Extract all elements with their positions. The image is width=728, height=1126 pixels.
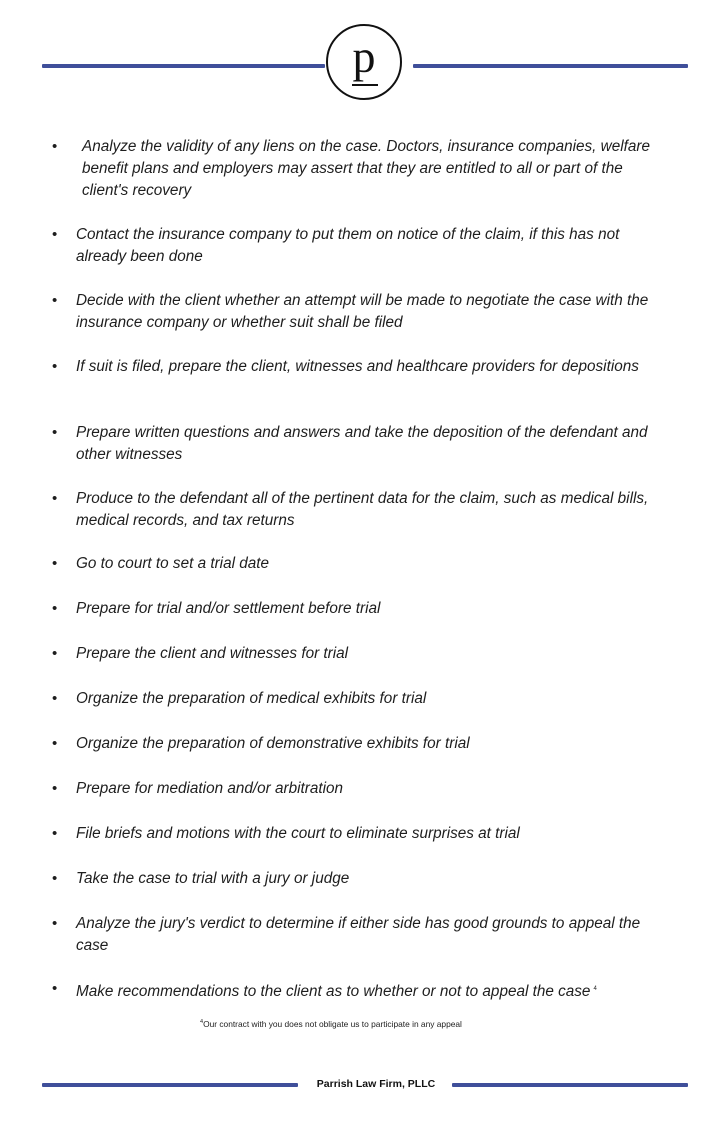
list-item: [52, 978, 667, 1003]
footnote-text: Our contract with you does not obligate us to participate in any appeal: [203, 1019, 462, 1029]
bullet-icon: •: [52, 690, 58, 707]
list-item: [52, 356, 667, 378]
list-item-text: Produce to the defendant all of the pertinent data for the claim, such as medical bills, medical records, and tax returns: [76, 490, 649, 529]
list-item: [52, 643, 667, 665]
list-item-text: Organize the preparation of medical exhibits for trial: [76, 690, 427, 707]
list-item: [52, 553, 667, 575]
bullet-icon: •: [52, 555, 58, 572]
bullet-icon: •: [52, 226, 58, 243]
bullet-icon: •: [52, 870, 58, 887]
list-item: [52, 688, 667, 710]
header-rule-left: [42, 64, 325, 68]
bullet-icon: •: [52, 138, 58, 155]
list-item-text: Go to court to set a trial date: [76, 555, 270, 572]
bullet-icon: •: [52, 645, 58, 662]
list-item-text: Prepare for mediation and/or arbitration: [76, 780, 343, 797]
list-item: [52, 868, 667, 890]
firm-logo: [326, 24, 402, 100]
list-item: [52, 136, 667, 202]
list-item: [52, 224, 667, 268]
bullet-icon: •: [52, 292, 58, 309]
bullet-icon: •: [52, 735, 58, 752]
list-item-text: Contact the insurance company to put them on notice of the claim, if this has not already been done: [76, 226, 620, 265]
list-item-text: Prepare written questions and answers and take the deposition of the defendant and other witnesses: [76, 424, 648, 463]
list-item: [52, 598, 667, 620]
list-item: [52, 290, 667, 334]
list-item-text: Prepare for trial and/or settlement before trial: [76, 600, 381, 617]
list-item: [52, 422, 667, 466]
footnote: [200, 1019, 462, 1029]
footnote-marker: 4: [200, 1019, 204, 1026]
bullet-icon: •: [52, 490, 58, 507]
bullet-icon: •: [52, 980, 58, 997]
list-item-text: Organize the preparation of demonstrative exhibits for trial: [76, 735, 470, 752]
footer-rule-right: [452, 1083, 688, 1087]
bullet-icon: •: [52, 780, 58, 797]
list-item: [52, 488, 667, 532]
list-item: [52, 913, 667, 957]
header-rule-right: [413, 64, 688, 68]
logo-letter: p: [352, 31, 376, 82]
list-item: [52, 823, 667, 845]
list-item-text: Take the case to trial with a jury or judge: [76, 870, 350, 887]
bullet-icon: •: [52, 915, 58, 932]
list-item-text: File briefs and motions with the court to eliminate surprises at trial: [76, 825, 520, 842]
list-item: [52, 778, 667, 800]
footnote-reference: 4: [593, 986, 597, 992]
list-item: [52, 733, 667, 755]
bullet-icon: •: [52, 358, 58, 375]
list-item-text: Make recommendations to the client as to whether or not to appeal the case: [76, 983, 591, 1001]
list-item-text: Prepare the client and witnesses for trial: [76, 645, 349, 662]
list-item-text: Analyze the validity of any liens on the case. Doctors, insurance companies, welfare benefit plans and employers may assert that they are entitled to all or part of the client's recovery: [82, 138, 655, 199]
bullet-icon: •: [52, 424, 58, 441]
bullet-icon: •: [52, 825, 58, 842]
logo-underline: [352, 84, 378, 86]
list-item-text: Analyze the jury's verdict to determine if either side has good grounds to appeal the case: [76, 915, 641, 954]
page-header: [0, 0, 728, 110]
bullet-icon: •: [52, 600, 58, 617]
list-item-text: If suit is filed, prepare the client, witnesses and healthcare providers for depositions: [76, 358, 639, 375]
firm-name: Parrish Law Firm, PLLC: [316, 1078, 436, 1090]
list-item-text: Decide with the client whether an attempt will be made to negotiate the case with the insurance company or whether suit shall be filed: [76, 292, 649, 331]
footer-rule-left: [42, 1083, 298, 1087]
